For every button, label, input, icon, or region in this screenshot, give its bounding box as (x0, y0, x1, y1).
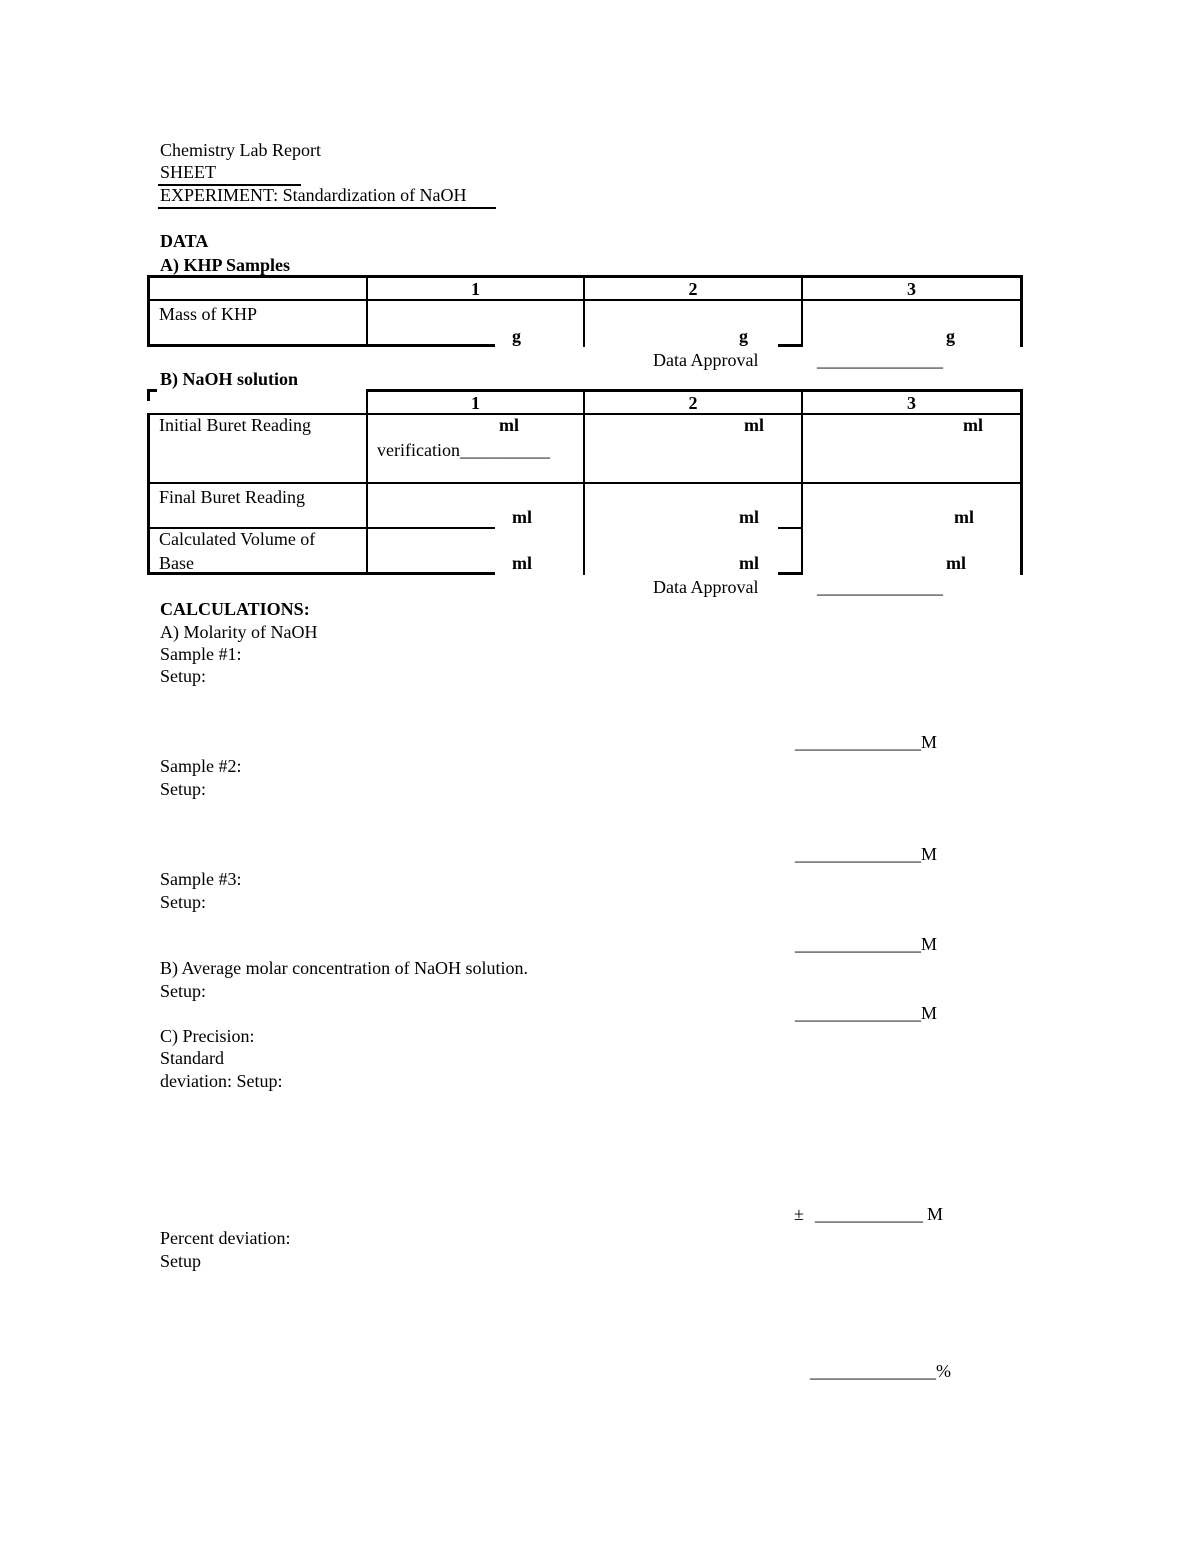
data-approval-blank-2: ______________ (817, 577, 943, 597)
percent-deviation-label: Percent deviation: (160, 1228, 291, 1248)
data-heading: DATA (160, 231, 209, 251)
khp-bottom-border-b (778, 344, 803, 347)
khp-bottom-border-a (147, 344, 495, 347)
sample-2-label: Sample #2: (160, 756, 242, 776)
khp-left-border (147, 275, 150, 347)
stddev-blank: ____________ (815, 1204, 923, 1224)
calc-volume-label: Calculated Volume of (159, 529, 316, 549)
calculations-heading: CALCULATIONS: (160, 599, 310, 619)
khp-heading: A) KHP Samples (160, 255, 291, 275)
calc-volume-label-2: Base (159, 553, 194, 573)
khp-col-2: 2 (688, 279, 698, 299)
final-buret-label: Final Buret Reading (159, 487, 305, 507)
naoh-bottom-border-a (147, 572, 495, 575)
data-approval-label-2: Data Approval (653, 577, 759, 597)
sample-3-setup: Setup: (160, 892, 207, 912)
naoh-col-3: 3 (907, 393, 916, 413)
sample-2-setup: Setup: (160, 779, 207, 799)
precision-heading: C) Precision: (160, 1026, 255, 1046)
average-setup: Setup: (160, 981, 207, 1001)
sample-1-label: Sample #1: (160, 644, 242, 664)
initial-buret-label: Initial Buret Reading (159, 415, 311, 435)
khp-unit-1: g (512, 326, 521, 346)
percent-result: ______________% (810, 1361, 951, 1381)
naoh-heading: B) NaOH solution (160, 369, 299, 389)
verification-field: verification__________ (377, 440, 550, 460)
final-unit-3: ml (954, 507, 974, 527)
sample-2-result: ______________M (795, 844, 938, 864)
average-result: ______________M (795, 1003, 938, 1023)
naoh-row-rule-1 (147, 482, 1023, 484)
naoh-bottom-border-b (778, 572, 803, 575)
calc-unit-3: ml (946, 553, 966, 573)
experiment-label: EXPERIMENT: Standardization of NaOH (160, 185, 467, 205)
sample-1-setup: Setup: (160, 666, 207, 686)
sample-1-result: ______________M (795, 732, 938, 752)
sample-3-label: Sample #3: (160, 869, 242, 889)
sheet-label: SHEET (160, 162, 216, 182)
average-heading: B) Average molar concentration of NaOH solution. (160, 958, 529, 978)
naoh-col-1: 1 (471, 393, 480, 413)
khp-right-border (1020, 275, 1023, 347)
naoh-col-2: 2 (688, 393, 698, 413)
khp-unit-3: g (946, 326, 955, 346)
plus-minus-sign: ± (794, 1204, 804, 1224)
mass-of-khp-label: Mass of KHP (159, 304, 258, 324)
calc-unit-2: ml (739, 553, 759, 573)
initial-unit-1: ml (499, 415, 519, 435)
naoh-left-border (147, 413, 150, 575)
initial-unit-3: ml (963, 415, 983, 435)
naoh-top-left-cap (147, 389, 157, 392)
calc-unit-1: ml (512, 553, 532, 573)
data-approval-blank-1: ______________ (817, 350, 943, 370)
khp-col-1: 1 (471, 279, 480, 299)
stddev-unit: M (927, 1204, 944, 1224)
sample-3-result: ______________M (795, 934, 938, 954)
khp-col-3: 3 (907, 279, 916, 299)
data-approval-label-1: Data Approval (653, 350, 759, 370)
report-title: Chemistry Lab Report (160, 140, 321, 160)
khp-unit-2: g (739, 326, 748, 346)
standard-label: Standard (160, 1048, 224, 1068)
stddev-setup: deviation: Setup: (160, 1071, 283, 1091)
molarity-heading: A) Molarity of NaOH (160, 622, 318, 642)
percent-setup: Setup (160, 1251, 202, 1271)
naoh-row-rule-2b (778, 527, 803, 529)
initial-unit-2: ml (744, 415, 764, 435)
final-unit-1: ml (512, 507, 532, 527)
final-unit-2: ml (739, 507, 759, 527)
experiment-underline (158, 207, 496, 209)
